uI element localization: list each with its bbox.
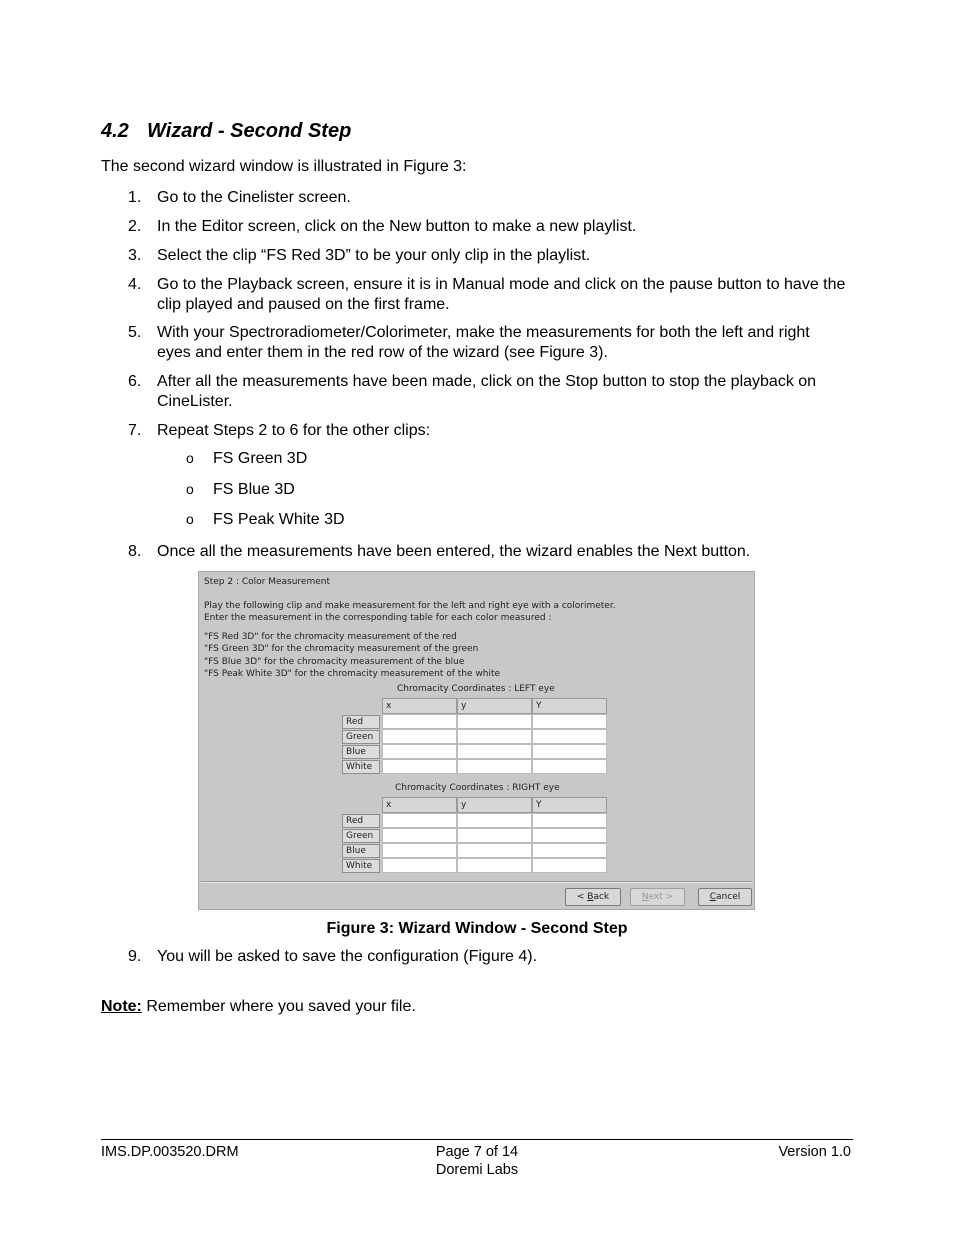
subclip-item — [186, 511, 345, 529]
wizard-clip-list — [204, 631, 500, 680]
row-header-blue: Blue — [342, 745, 380, 759]
step-text: Once all the measurements have been entered, the wizard enables the Next button. — [157, 543, 751, 560]
row-header-red: Red — [342, 814, 380, 828]
step-number: 7. — [128, 422, 142, 439]
instruction-line: Play the following clip and make measurement for the left and right eye with a colorimeter. — [204, 601, 616, 611]
footer-page-number: Page 7 of 14 — [435, 1144, 519, 1160]
cancel-button[interactable] — [698, 888, 752, 906]
back-prefix: < — [576, 892, 588, 902]
step-1 — [128, 188, 847, 208]
right-green-y-input[interactable] — [457, 828, 532, 843]
note-label: Note: — [101, 998, 142, 1015]
step-text: In the Editor screen, click on the New button to make a new playlist. — [157, 218, 637, 235]
footer-divider — [101, 1139, 853, 1140]
step-3 — [128, 246, 847, 266]
section-title: Wizard - Second Step — [147, 120, 352, 142]
subclip-item — [186, 481, 295, 499]
figure-caption: Figure 3: Wizard Window - Second Step — [326, 920, 628, 937]
step-number: 3. — [128, 247, 142, 264]
bullet-icon: o — [186, 450, 194, 466]
subclip-label: FS Green 3D — [213, 450, 308, 467]
footer-version: Version 1.0 — [778, 1144, 851, 1160]
back-button[interactable] — [565, 888, 621, 906]
step-number: 8. — [128, 543, 142, 560]
step-text: Go to the Playback screen, ensure it is in Manual mode and click on the pause button to have the clip played and paused on the first frame. — [157, 276, 846, 313]
cancel-label: ancel — [716, 892, 741, 902]
note-text: Remember where you saved your file. — [141, 998, 416, 1015]
step-text: You will be asked to save the configuration (Figure 4). — [157, 948, 538, 965]
left-blue-Y-input[interactable] — [532, 744, 607, 759]
wizard-separator — [201, 881, 752, 883]
intro-text: The second wizard window is illustrated in Figure 3: — [101, 158, 467, 175]
clip-line: "FS Red 3D" for the chromacity measurement of the red — [204, 632, 457, 642]
step-8 — [128, 542, 847, 562]
row-header-red: Red — [342, 715, 380, 729]
right-eye-table — [342, 797, 607, 873]
step-text: Repeat Steps 2 to 6 for the other clips: — [157, 422, 431, 439]
wizard-instructions — [204, 600, 616, 624]
column-header-x: x — [382, 797, 457, 813]
subclip-label: FS Peak White 3D — [213, 511, 345, 528]
column-header-y: y — [457, 797, 532, 813]
step-4 — [128, 275, 847, 315]
left-white-Y-input[interactable] — [532, 759, 607, 774]
column-header-x: x — [382, 698, 457, 714]
step-text: After all the measurements have been made, click on the Stop button to stop the playback on CineLister. — [157, 373, 817, 410]
right-red-x-input[interactable] — [382, 813, 457, 828]
left-blue-x-input[interactable] — [382, 744, 457, 759]
row-header-green: Green — [342, 829, 380, 843]
left-red-x-input[interactable] — [382, 714, 457, 729]
next-label: ext > — [648, 892, 674, 902]
row-header-white: White — [342, 859, 380, 873]
left-green-y-input[interactable] — [457, 729, 532, 744]
column-header-y: y — [457, 698, 532, 714]
right-blue-y-input[interactable] — [457, 843, 532, 858]
subclip-item — [186, 450, 307, 468]
step-6 — [128, 372, 847, 412]
right-blue-x-input[interactable] — [382, 843, 457, 858]
row-header-white: White — [342, 760, 380, 774]
step-number: 4. — [128, 276, 142, 293]
right-green-Y-input[interactable] — [532, 828, 607, 843]
right-white-Y-input[interactable] — [532, 858, 607, 873]
step-2 — [128, 217, 847, 237]
right-red-y-input[interactable] — [457, 813, 532, 828]
right-red-Y-input[interactable] — [532, 813, 607, 828]
right-white-y-input[interactable] — [457, 858, 532, 873]
left-red-Y-input[interactable] — [532, 714, 607, 729]
back-accel: B — [587, 892, 594, 902]
section-heading — [101, 120, 351, 143]
step-text: Select the clip “FS Red 3D” to be your only clip in the playlist. — [157, 247, 591, 264]
step-number: 6. — [128, 373, 142, 390]
left-white-x-input[interactable] — [382, 759, 457, 774]
bullet-icon: o — [186, 511, 194, 527]
step-number: 1. — [128, 189, 142, 206]
step-number: 2. — [128, 218, 142, 235]
clip-line: "FS Blue 3D" for the chromacity measurement of the blue — [204, 656, 465, 667]
back-label: ack — [593, 892, 610, 902]
row-header-green: Green — [342, 730, 380, 744]
corner-cell — [342, 698, 382, 714]
left-eye-table — [342, 698, 607, 774]
step-text: Go to the Cinelister screen. — [157, 189, 351, 206]
column-header-Y: Y — [532, 698, 607, 714]
step-9 — [128, 947, 847, 967]
instruction-line: Enter the measurement in the corresponding table for each color measured : — [204, 613, 552, 623]
step-text: With your Spectroradiometer/Colorimeter, make the measurements for both the left and right eyes and enter them in the red row of the wizard (see Figure 3). — [157, 324, 810, 361]
right-blue-Y-input[interactable] — [532, 843, 607, 858]
wizard-window — [198, 571, 755, 910]
section-number: 4.2 — [101, 120, 129, 142]
next-button[interactable] — [630, 888, 685, 906]
right-white-x-input[interactable] — [382, 858, 457, 873]
step-7 — [128, 421, 847, 441]
step-5 — [128, 323, 847, 363]
step-number: 9. — [128, 948, 142, 965]
cancel-accel: C — [709, 892, 717, 902]
footer-doc-id: IMS.DP.003520.DRM — [101, 1144, 239, 1160]
right-green-x-input[interactable] — [382, 828, 457, 843]
left-blue-y-input[interactable] — [457, 744, 532, 759]
step-number: 5. — [128, 324, 142, 341]
footer-center — [377, 1143, 577, 1179]
row-header-blue: Blue — [342, 844, 380, 858]
right-table-title: Chromacity Coordinates : RIGHT eye — [395, 783, 560, 793]
wizard-title: Step 2 : Color Measurement — [204, 577, 330, 587]
column-header-Y: Y — [532, 797, 607, 813]
corner-cell — [342, 797, 382, 813]
subclip-label: FS Blue 3D — [213, 481, 295, 498]
note — [101, 998, 416, 1016]
left-white-y-input[interactable] — [457, 759, 532, 774]
footer-company: Doremi Labs — [435, 1162, 519, 1178]
clip-line: "FS Green 3D" for the chromacity measurement of the green — [204, 644, 479, 655]
clip-line: "FS Peak White 3D" for the chromacity measurement of the white — [204, 668, 501, 679]
left-green-Y-input[interactable] — [532, 729, 607, 744]
left-table-title: Chromacity Coordinates : LEFT eye — [397, 684, 555, 694]
left-green-x-input[interactable] — [382, 729, 457, 744]
next-accel: N — [641, 892, 649, 902]
bullet-icon: o — [186, 481, 194, 497]
left-red-y-input[interactable] — [457, 714, 532, 729]
